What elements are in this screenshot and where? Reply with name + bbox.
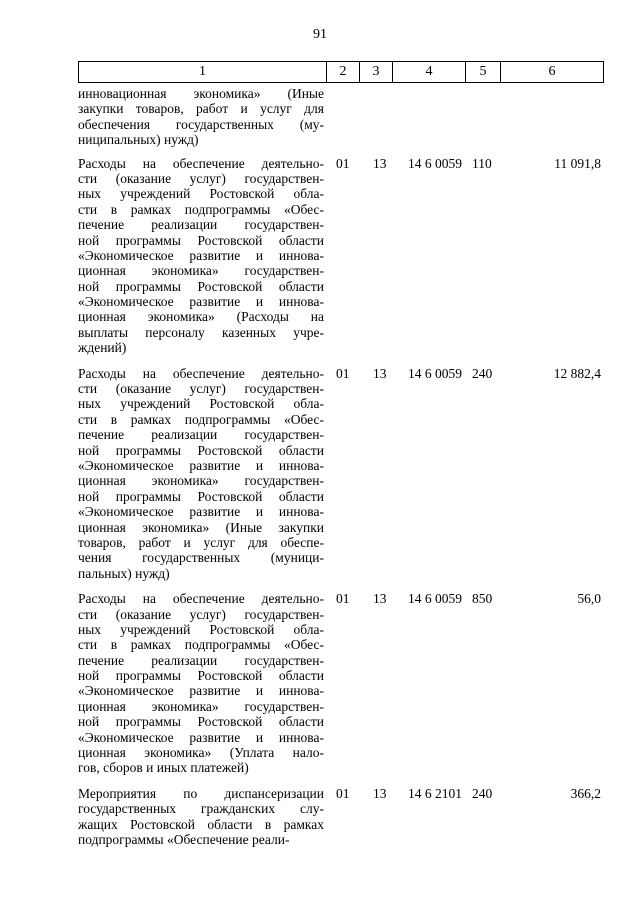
description-line: «Экономическое развитие и иннова- [78,294,324,310]
description-line: жащих Ростовской области в рамках [78,816,324,832]
description-line: Мероприятия по диспансеризации [78,785,324,801]
header-col-5: 5 [466,62,501,83]
header-col-1: 1 [79,62,327,83]
page-number: 91 [313,27,327,42]
row-description [78,786,324,848]
row-c6: 56,0 [577,591,601,607]
description-line: выплаты персоналу казенных учре- [78,324,324,340]
row-c5: 240 [472,785,493,801]
row-description [78,86,324,148]
description-line: чения государственных (муници- [78,550,324,566]
table-row [78,591,603,776]
description-line: сти в рамках подпрограммы «Обес- [78,411,324,427]
row-c5: 850 [472,591,493,607]
row-c3: 13 [373,591,387,607]
description-line: сти в рамках подпрограммы «Обес- [78,201,324,217]
row-c6: 11 091,8 [554,155,601,171]
description-line: ной программы Ростовской области [78,714,324,730]
description-line: ных учреждений Ростовской обла- [78,621,324,637]
row-description [78,591,324,776]
row-c5: 110 [472,155,492,171]
description-line: печение реализации государствен- [78,652,324,668]
description-line: «Экономическое развитие и иннова- [78,683,324,699]
row-c4: 14 6 0059 [408,155,462,171]
table-row [78,156,603,356]
description-line: подпрограммы «Обеспечение реали- [78,831,290,847]
description-line: ционная экономика» государствен- [78,263,324,279]
row-c6: 366,2 [570,785,601,801]
row-c2: 01 [336,785,350,801]
table-row [78,786,603,848]
description-line: ной программы Ростовской области [78,668,324,684]
description-line: гов, сборов и иных платежей) [78,760,249,776]
row-c2: 01 [336,155,350,171]
table-row [78,86,603,148]
row-c2: 01 [336,591,350,607]
description-line: Расходы на обеспечение деятельно- [78,365,324,381]
description-line: инновационная экономика» (Иные [78,86,324,101]
description-line: сти (оказание услуг) государствен- [78,381,324,397]
description-line: пальных) нужд) [78,565,170,581]
table-body [78,86,603,857]
header-col-3: 3 [360,62,393,83]
row-description [78,156,324,356]
description-line: печение реализации государствен- [78,217,324,233]
description-line: товаров, работ и услуг для обеспе- [78,534,324,550]
description-line: Расходы на обеспечение деятельно- [78,591,324,607]
description-line: «Экономическое развитие и иннова- [78,247,324,263]
header-col-4: 4 [393,62,466,83]
description-line: Расходы на обеспечение деятельно- [78,155,324,171]
description-line: печение реализации государствен- [78,427,324,443]
row-c6: 12 882,4 [553,365,601,381]
description-line: сти (оказание услуг) государствен- [78,170,324,186]
row-c5: 240 [472,365,493,381]
row-c3: 13 [373,155,387,171]
description-line: сти (оказание услуг) государствен- [78,606,324,622]
description-line: обеспечения государственных (му- [78,116,324,132]
description-line: ных учреждений Ростовской обла- [78,396,324,412]
row-c3: 13 [373,365,387,381]
description-line: «Экономическое развитие и иннова- [78,504,324,520]
description-line: ционная экономика» (Иные закупки [78,519,324,535]
table-row [78,366,603,581]
row-c4: 14 6 0059 [408,365,462,381]
row-c4: 14 6 2101 [408,785,462,801]
header-col-6: 6 [501,62,604,83]
table-header [78,61,604,83]
row-c3: 13 [373,785,387,801]
description-line: ционная экономика» (Уплата нало- [78,745,324,761]
description-line: ной программы Ростовской области [78,488,324,504]
header-col-2: 2 [327,62,360,83]
description-line: закупки товаров, работ и услуг для [78,101,324,117]
description-line: ной программы Ростовской области [78,278,324,294]
description-line: ной программы Ростовской области [78,232,324,248]
description-line: ной программы Ростовской области [78,442,324,458]
description-line: ниципальных) нужд) [78,132,199,148]
row-c2: 01 [336,365,350,381]
description-line: сти в рамках подпрограммы «Обес- [78,637,324,653]
description-line: ных учреждений Ростовской обла- [78,186,324,202]
description-line: государственных гражданских слу- [78,801,324,817]
description-line: ционная экономика» (Расходы на [78,309,324,325]
description-line: «Экономическое развитие и иннова- [78,729,324,745]
row-description [78,366,324,581]
description-line: ционная экономика» государствен- [78,473,324,489]
description-line: ждений) [78,340,127,356]
row-c4: 14 6 0059 [408,591,462,607]
description-line: ционная экономика» государствен- [78,698,324,714]
description-line: «Экономическое развитие и иннова- [78,457,324,473]
